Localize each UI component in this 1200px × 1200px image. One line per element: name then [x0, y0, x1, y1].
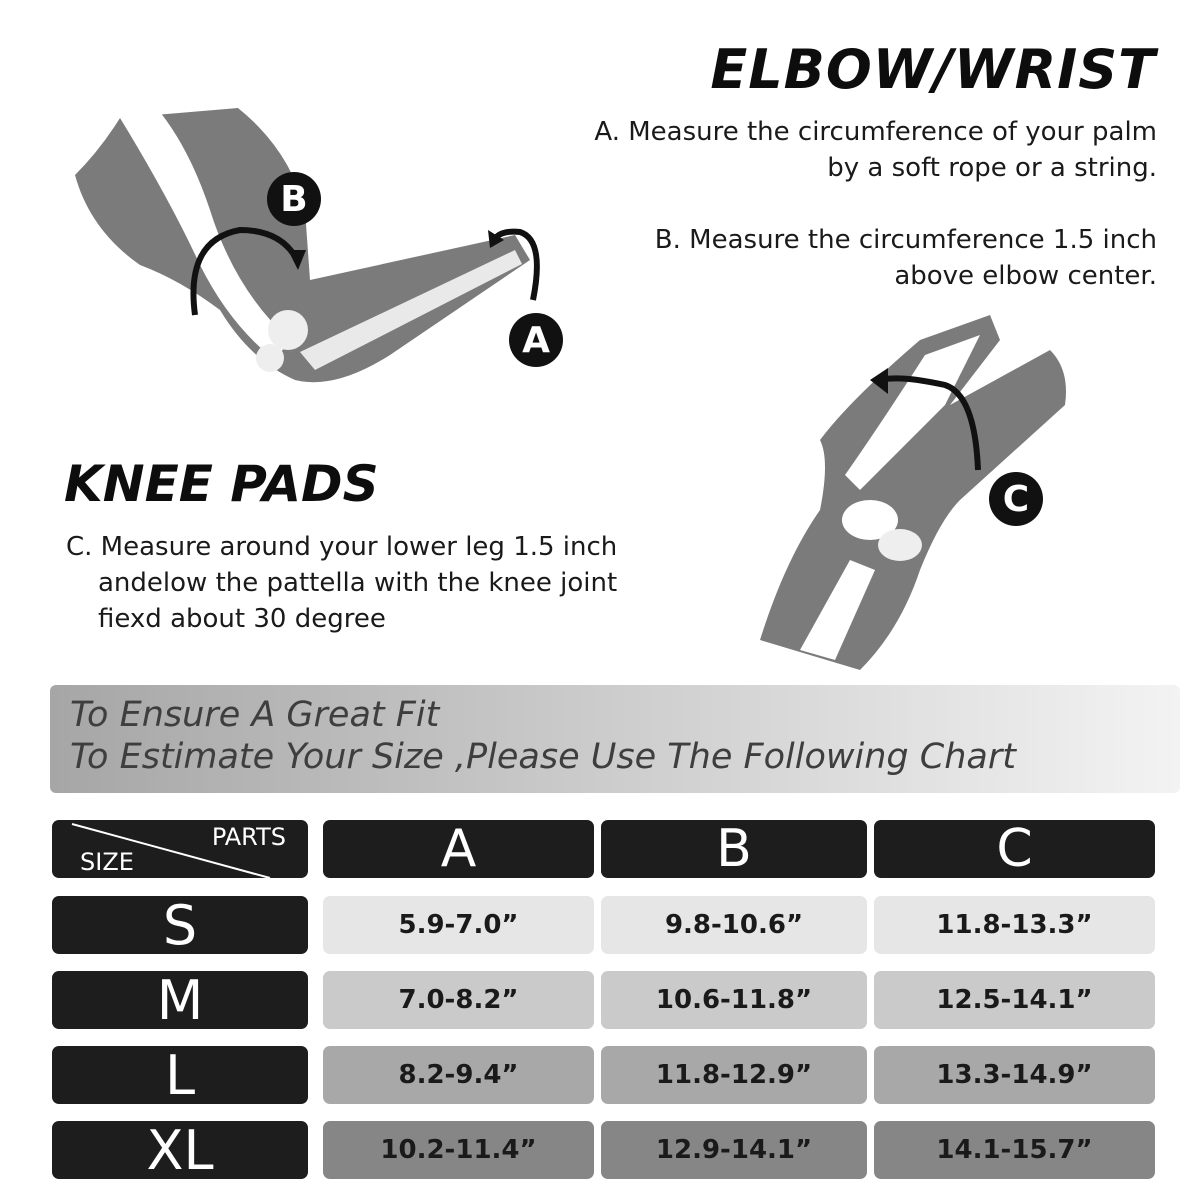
- size-label-s: S: [52, 896, 308, 954]
- instruction-b: [480, 222, 1157, 294]
- size-label-m: M: [52, 971, 308, 1029]
- column-header-c: C: [874, 820, 1155, 878]
- corner-parts-label: PARTS: [211, 823, 286, 851]
- column-header-a: A: [323, 820, 594, 878]
- cell-s-c: 11.8-13.3”: [874, 896, 1155, 954]
- banner-line-2: To Estimate Your Size ,Please Use The Following Chart: [70, 737, 1016, 777]
- cell-m-b: 10.6-11.8”: [601, 971, 867, 1029]
- size-label-l: L: [52, 1046, 308, 1104]
- instruction-c: [66, 529, 706, 637]
- cell-m-a: 7.0-8.2”: [323, 971, 594, 1029]
- instruction-c-line3: fiexd about 30 degree: [98, 604, 386, 634]
- instruction-a: [480, 114, 1157, 186]
- marker-c-label: C: [1002, 478, 1030, 520]
- corner-size-label: SIZE: [80, 848, 134, 876]
- marker-a-badge: [509, 313, 563, 367]
- banner-line-1: To Ensure A Great Fit: [70, 695, 440, 735]
- fit-banner: [50, 685, 1180, 793]
- elbow-wrist-title: ELBOW/WRIST: [710, 38, 1156, 101]
- cell-l-c: 13.3-14.9”: [874, 1046, 1155, 1104]
- knee-pads-title: KNEE PADS: [64, 455, 379, 513]
- cell-xl-a: 10.2-11.4”: [323, 1121, 594, 1179]
- column-header-b: B: [601, 820, 867, 878]
- cell-l-b: 11.8-12.9”: [601, 1046, 867, 1104]
- cell-xl-c: 14.1-15.7”: [874, 1121, 1155, 1179]
- cell-s-b: 9.8-10.6”: [601, 896, 867, 954]
- instruction-a-line2: by a soft rope or a string.: [827, 153, 1157, 183]
- instruction-c-line1: C. Measure around your lower leg 1.5 inch: [66, 532, 618, 562]
- marker-c-badge: [989, 472, 1043, 526]
- instruction-a-line1: A. Measure the circumference of your palm: [594, 117, 1157, 147]
- marker-a-label: A: [522, 319, 550, 361]
- instruction-b-line1: B. Measure the circumference 1.5 inch: [654, 225, 1157, 255]
- marker-b-label: B: [280, 178, 308, 220]
- size-chart-corner-header: [52, 820, 308, 878]
- cell-l-a: 8.2-9.4”: [323, 1046, 594, 1104]
- instruction-b-line2: above elbow center.: [894, 261, 1157, 291]
- marker-b-badge: [267, 172, 321, 226]
- size-label-xl: XL: [52, 1121, 308, 1179]
- cell-m-c: 12.5-14.1”: [874, 971, 1155, 1029]
- instruction-c-line2: andelow the pattella with the knee joint: [98, 568, 618, 598]
- cell-s-a: 5.9-7.0”: [323, 896, 594, 954]
- cell-xl-b: 12.9-14.1”: [601, 1121, 867, 1179]
